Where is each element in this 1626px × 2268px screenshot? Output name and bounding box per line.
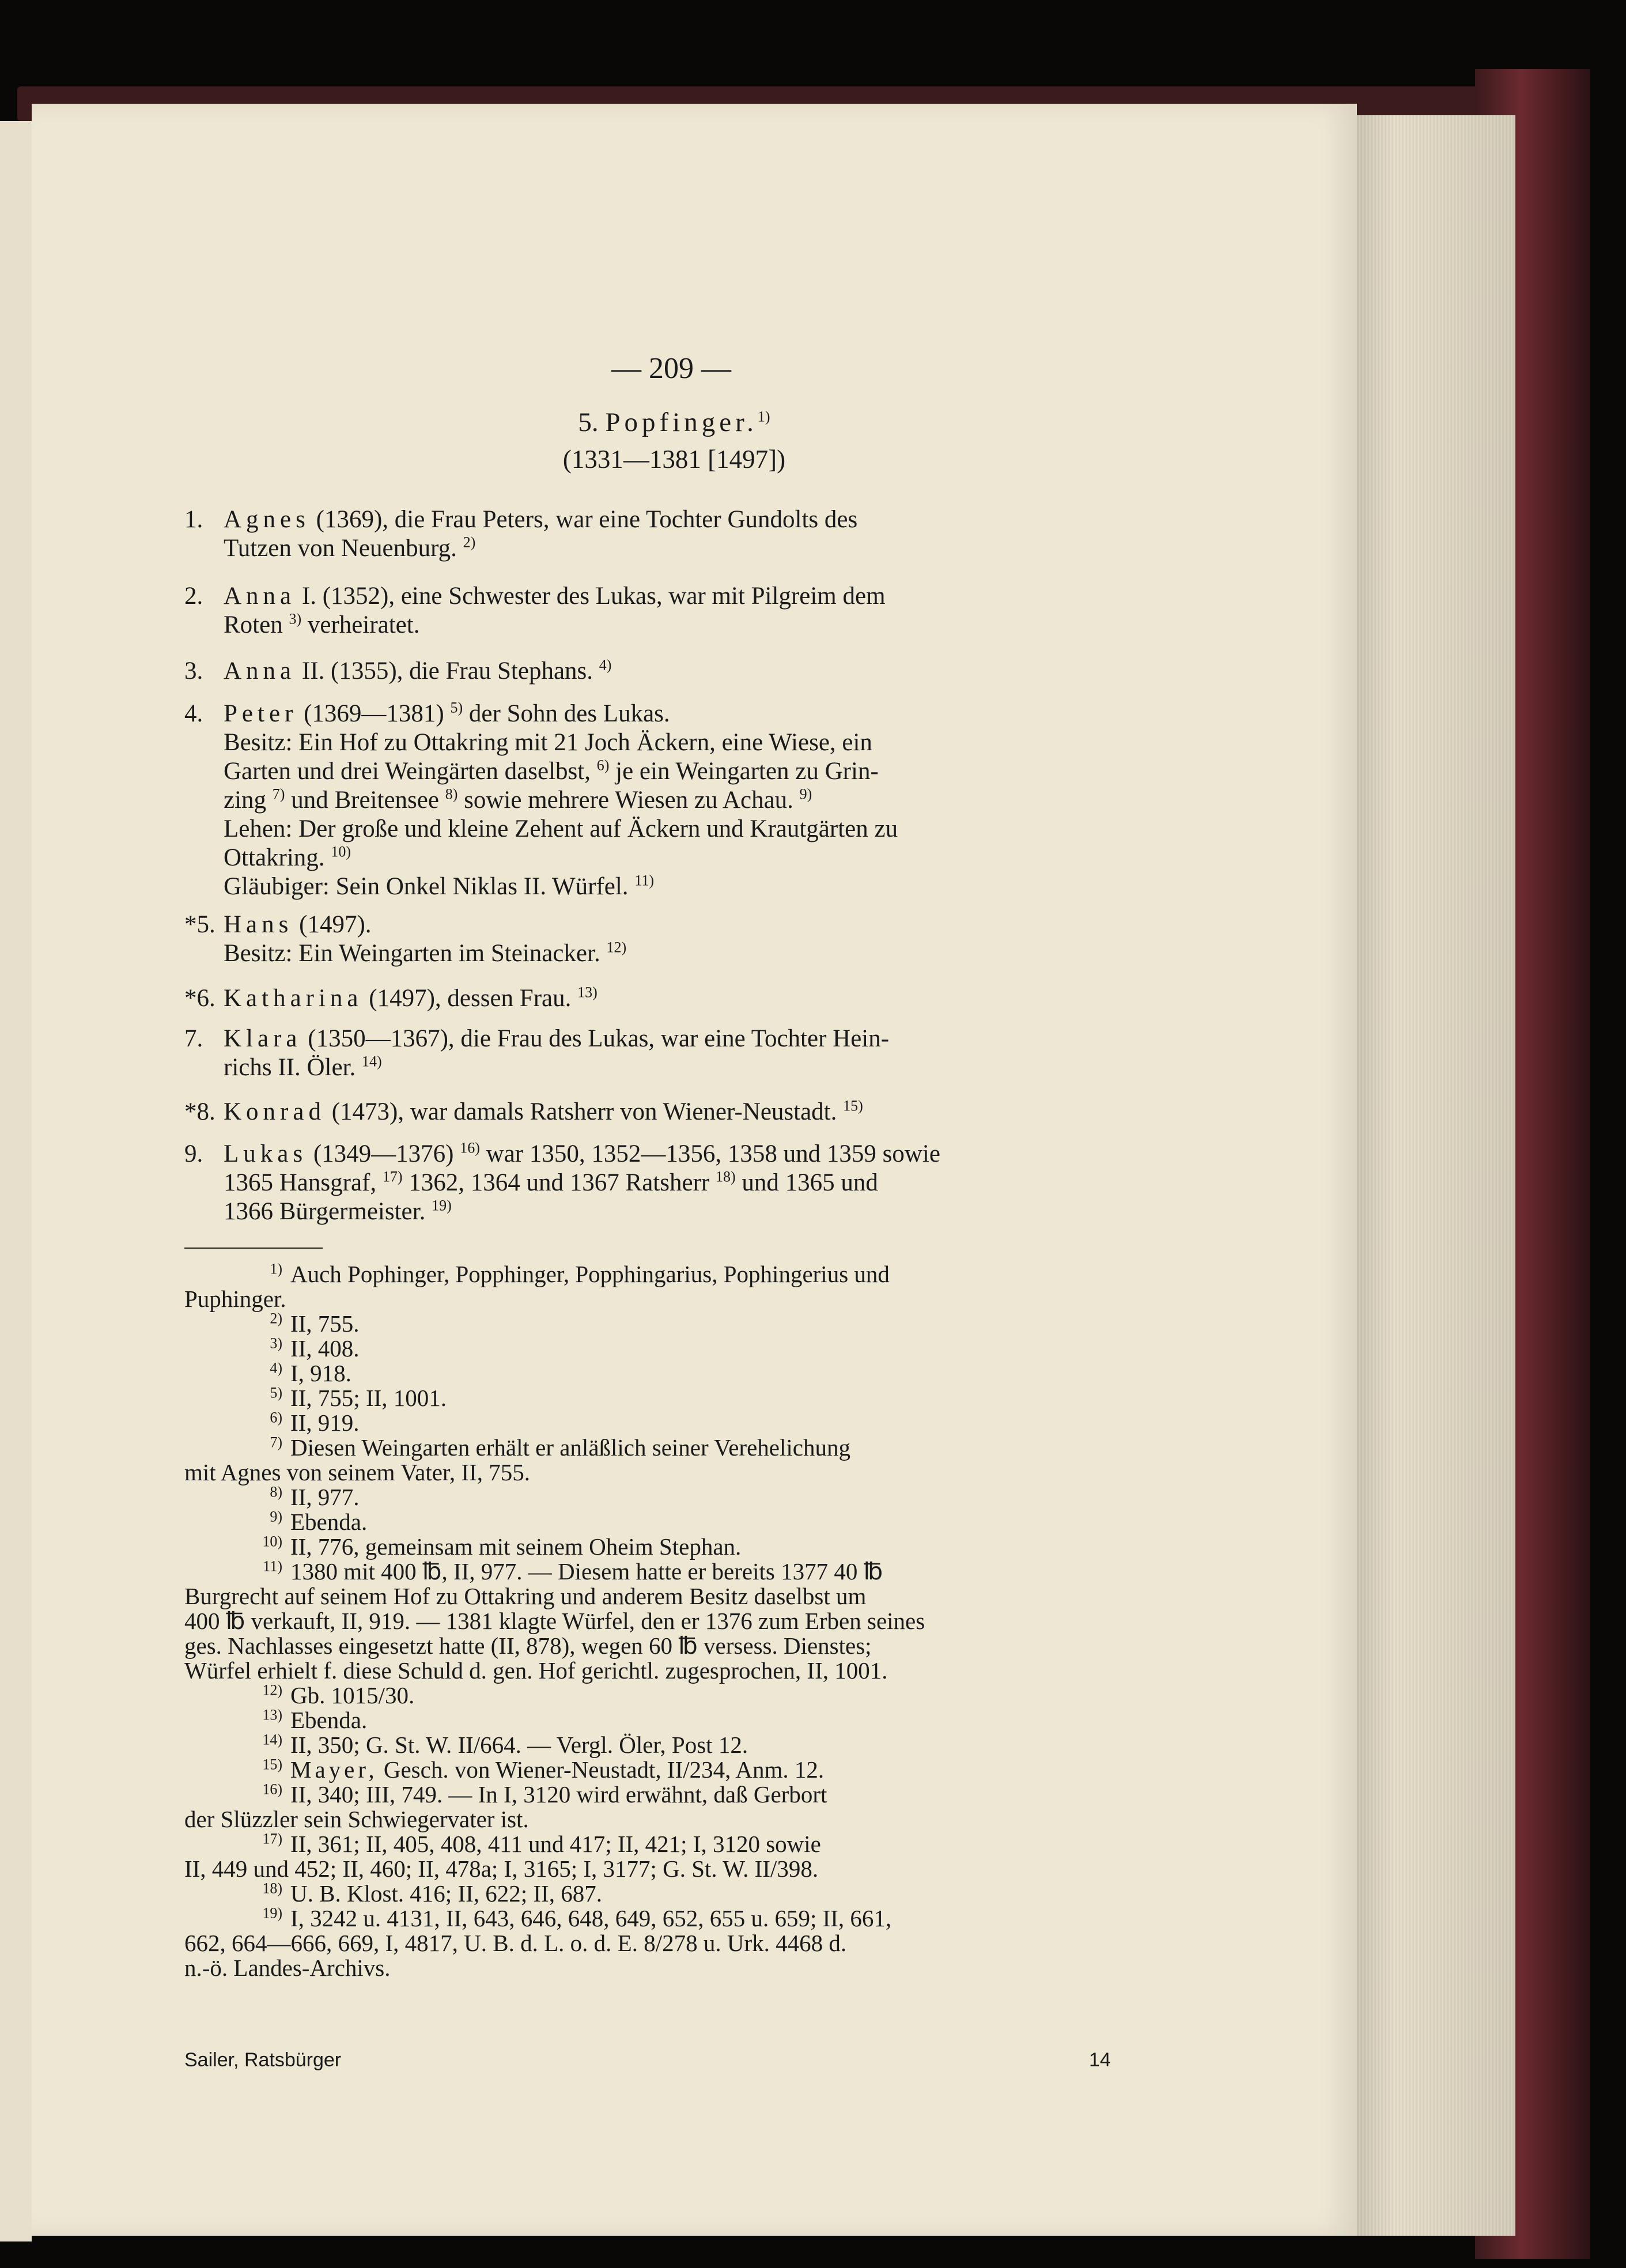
footnote-marker: 7) bbox=[270, 1434, 282, 1451]
entry-text: 1366 Bürgermeister. bbox=[224, 1198, 426, 1225]
footnotes-2-6 bbox=[184, 1311, 1164, 1980]
footnote-ref: 16) bbox=[460, 1139, 480, 1156]
footnote-marker: 11) bbox=[263, 1558, 282, 1575]
entry-text: sowie mehrere Wiesen zu Achau. bbox=[464, 787, 793, 814]
entry-text: und Breitensee bbox=[291, 787, 439, 814]
footnote-marker: 15) bbox=[262, 1756, 282, 1773]
left-page-strip bbox=[0, 121, 32, 2241]
footnote-text: n.-ö. Landes-Archivs. bbox=[184, 1955, 391, 1981]
footnote-ref: 19) bbox=[432, 1197, 452, 1214]
entry-text: der Sohn des Lukas. bbox=[468, 700, 670, 727]
entry-number: 2. bbox=[184, 583, 203, 610]
footnote-ref: 10) bbox=[331, 843, 351, 860]
footnote-text: der Slüzzler sein Schwiegervater ist. bbox=[184, 1806, 529, 1832]
entry-text: und 1365 und bbox=[742, 1169, 878, 1196]
entry-name: Agnes bbox=[224, 506, 310, 533]
entry-text: (1349—1376) bbox=[313, 1140, 454, 1167]
entry-agnes bbox=[184, 505, 1164, 563]
footnote-text: 662, 664—666, 669, I, 4817, U. B. d. L. o. d. E. 8/278 u. Urk. 4468 d. bbox=[184, 1930, 847, 1956]
footnote-ref: 15) bbox=[843, 1097, 863, 1114]
footnote-marker: 19) bbox=[262, 1904, 282, 1922]
footnote-ref: 11) bbox=[634, 872, 655, 889]
entry-text: zing bbox=[224, 787, 267, 814]
title-name: Popfinger. bbox=[605, 407, 758, 437]
footnote-marker: 3) bbox=[270, 1335, 282, 1352]
entry-text: Besitz: Ein Weingarten im Steinacker. bbox=[224, 940, 600, 967]
footnote-text: II, 977. bbox=[290, 1484, 360, 1510]
section-years: (1331—1381 [1497]) bbox=[562, 445, 786, 474]
footnote-marker: 17) bbox=[262, 1830, 282, 1847]
footnote-text: II, 350; G. St. W. II/664. — Vergl. Öler, Post 12. bbox=[290, 1732, 748, 1758]
entry-anna-2 bbox=[184, 657, 1164, 686]
footnote-marker: 14) bbox=[262, 1731, 282, 1748]
entry-lukas bbox=[184, 1140, 1164, 1226]
entry-name: Anna bbox=[224, 657, 296, 685]
footnote-text: mit Agnes von seinem Vater, II, 755. bbox=[184, 1459, 530, 1485]
footnote-text: Gesch. von Wiener-Neustadt, II/234, Anm. 12. bbox=[383, 1756, 825, 1783]
footnote-text: Ebenda. bbox=[290, 1707, 368, 1733]
footnote-divider bbox=[184, 1248, 323, 1249]
entry-name: Konrad bbox=[224, 1098, 326, 1125]
entry-katharina bbox=[184, 984, 1164, 1013]
footnote-text: 400 ℔ verkauft, II, 919. — 1381 klagte Würfel, den er 1376 zum Erben seines bbox=[184, 1608, 925, 1634]
footnote-marker: 16) bbox=[262, 1781, 282, 1798]
entry-text: (1369), die Frau Peters, war eine Tochter Gundolts des bbox=[316, 506, 858, 533]
entry-text: (1369—1381) bbox=[304, 700, 444, 727]
footnote-text: Diesen Weingarten erhält er anläßlich seiner Verehelichung bbox=[290, 1434, 850, 1461]
footnote-marker: 18) bbox=[262, 1880, 282, 1897]
footnote-text: Würfel erhielt f. diese Schuld d. gen. Hof gerichtl. zugesprochen, II, 1001. bbox=[184, 1657, 888, 1684]
footnote-ref: 17) bbox=[382, 1168, 403, 1185]
footnote-ref: 2) bbox=[463, 534, 476, 551]
footnote-ref: 8) bbox=[445, 785, 458, 803]
entry-text: Tutzen von Neuenburg. bbox=[224, 535, 457, 562]
footnote-ref: 12) bbox=[606, 939, 627, 956]
entry-text: 1362, 1364 und 1367 Ratsherr bbox=[409, 1169, 710, 1196]
footnote-text: Auch Pophinger, Popphinger, Popphingarius, Pophingerius und bbox=[290, 1261, 890, 1287]
page-number: — 209 — bbox=[611, 352, 731, 385]
footnote-ref: 5) bbox=[450, 699, 463, 716]
footnote-marker: 10) bbox=[262, 1533, 282, 1550]
footnote-ref: 7) bbox=[272, 785, 285, 803]
footnote-text: II, 361; II, 405, 408, 411 und 417; II, 421; I, 3120 sowie bbox=[290, 1831, 821, 1857]
footnote-ref: 13) bbox=[577, 984, 598, 1001]
section-title bbox=[184, 408, 1164, 437]
entry-klara bbox=[184, 1025, 1164, 1082]
entry-number: 4. bbox=[184, 700, 203, 727]
entry-number: 7. bbox=[184, 1025, 203, 1052]
entry-text: je ein Weingarten zu Grin- bbox=[615, 758, 879, 785]
footnote-text: Puphinger. bbox=[184, 1286, 286, 1312]
entry-name: Lukas bbox=[224, 1140, 308, 1167]
signature-number: 14 bbox=[1089, 2049, 1111, 2071]
entry-number: *8. bbox=[184, 1098, 215, 1125]
entry-name: Anna bbox=[224, 583, 296, 610]
footnote-ref: 6) bbox=[596, 757, 610, 774]
entry-text: (1350—1367), die Frau des Lukas, war eine Tochter Hein- bbox=[308, 1025, 890, 1052]
footnote-text: II, 755. bbox=[290, 1310, 360, 1337]
footnote-text: 1380 mit 400 ℔, II, 977. — Diesem hatte er bereits 1377 40 ℔ bbox=[290, 1558, 883, 1585]
footnote-ref: 3) bbox=[289, 610, 302, 628]
footnote-text: II, 449 und 452; II, 460; II, 478a; I, 3165; I, 3177; G. St. W. II/398. bbox=[184, 1855, 819, 1882]
entry-number: *6. bbox=[184, 985, 215, 1012]
footnote-marker: 12) bbox=[262, 1681, 282, 1699]
entry-name: Hans bbox=[224, 911, 293, 938]
footnote-marker: 9) bbox=[270, 1508, 282, 1525]
footnote-marker: 4) bbox=[270, 1359, 282, 1377]
footnote-text: ges. Nachlasses eingesetzt hatte (II, 878), wegen 60 ℔ versess. Dienstes; bbox=[184, 1632, 872, 1659]
entry-text: Ottakring. bbox=[224, 844, 325, 871]
footnote-marker: 6) bbox=[270, 1409, 282, 1426]
footnote-text: Burgrecht auf seinem Hof zu Ottakring und anderem Besitz daselbst um bbox=[184, 1583, 867, 1609]
title-number: 5. bbox=[578, 407, 599, 437]
footnote-marker: 8) bbox=[270, 1483, 282, 1500]
entry-name: Peter bbox=[224, 700, 298, 727]
footnote-text: Gb. 1015/30. bbox=[290, 1682, 415, 1708]
entry-text: Garten und drei Weingärten daselbst, bbox=[224, 758, 591, 785]
entry-number: *5. bbox=[184, 911, 215, 938]
footnote-text: II, 776, gemeinsam mit seinem Oheim Stephan. bbox=[290, 1533, 742, 1560]
entry-text: Gläubiger: Sein Onkel Niklas II. Würfel. bbox=[224, 873, 629, 900]
footnote-ref: 14) bbox=[362, 1053, 382, 1070]
footnote-text: II, 408. bbox=[290, 1335, 360, 1362]
entry-peter bbox=[184, 700, 1164, 901]
footnote-author: Mayer, bbox=[290, 1756, 378, 1783]
entry-text: verheiratet. bbox=[307, 611, 420, 638]
entry-number: 3. bbox=[184, 657, 203, 685]
entry-text: Besitz: Ein Hof zu Ottakring mit 21 Joch Äckern, eine Wiese, ein bbox=[224, 729, 872, 756]
footnote-text: II, 919. bbox=[290, 1409, 360, 1436]
footnote-text: U. B. Klost. 416; II, 622; II, 687. bbox=[290, 1880, 602, 1907]
entry-name: Katharina bbox=[224, 985, 363, 1012]
entry-text: (1497). bbox=[299, 911, 372, 938]
entry-text: I. (1352), eine Schwester des Lukas, war mit Pilgreim dem bbox=[301, 583, 886, 610]
entry-text: richs II. Öler. bbox=[224, 1054, 356, 1081]
entry-number: 1. bbox=[184, 506, 203, 533]
book-page bbox=[32, 104, 1357, 2236]
running-footer-author: Sailer, Ratsbürger bbox=[184, 2049, 342, 2071]
footnote-text: I, 918. bbox=[290, 1360, 351, 1386]
footnote-ref: 9) bbox=[799, 785, 812, 803]
footnote-ref: 18) bbox=[715, 1168, 736, 1185]
page-edges-shade bbox=[1343, 115, 1515, 2236]
footnote-text: I, 3242 u. 4131, II, 643, 646, 648, 649, 652, 655 u. 659; II, 661, bbox=[290, 1905, 892, 1931]
footnote-marker: 13) bbox=[262, 1706, 282, 1723]
entry-text: war 1350, 1352—1356, 1358 und 1359 sowie bbox=[486, 1140, 940, 1167]
entry-number: 9. bbox=[184, 1140, 203, 1167]
footnote-text: Ebenda. bbox=[290, 1509, 368, 1535]
entry-text: II. (1355), die Frau Stephans. bbox=[301, 657, 593, 685]
entry-text: (1473), war damals Ratsherr von Wiener-Neustadt. bbox=[331, 1098, 837, 1125]
footnote-text: II, 340; III, 749. — In I, 3120 wird erwähnt, daß Gerbort bbox=[290, 1781, 827, 1808]
entry-anna-1 bbox=[184, 582, 1164, 640]
entry-text: 1365 Hansgraf, bbox=[224, 1169, 377, 1196]
entry-text: Lehen: Der große und kleine Zehent auf Äckern und Krautgärten zu bbox=[224, 815, 898, 842]
entry-text: Roten bbox=[224, 611, 283, 638]
footnote-marker: 5) bbox=[270, 1384, 282, 1401]
footnote-text: II, 755; II, 1001. bbox=[290, 1385, 447, 1411]
entry-konrad bbox=[184, 1098, 1164, 1127]
entry-text: (1497), dessen Frau. bbox=[369, 985, 572, 1012]
footnote-marker: 2) bbox=[270, 1310, 282, 1327]
footnote-marker: 1) bbox=[270, 1260, 282, 1277]
entry-hans bbox=[184, 910, 1164, 968]
footnote-ref: 4) bbox=[599, 656, 612, 674]
footnote-1 bbox=[184, 1262, 1164, 1311]
footnote-ref: 1) bbox=[757, 408, 770, 425]
entry-name: Klara bbox=[224, 1025, 302, 1052]
